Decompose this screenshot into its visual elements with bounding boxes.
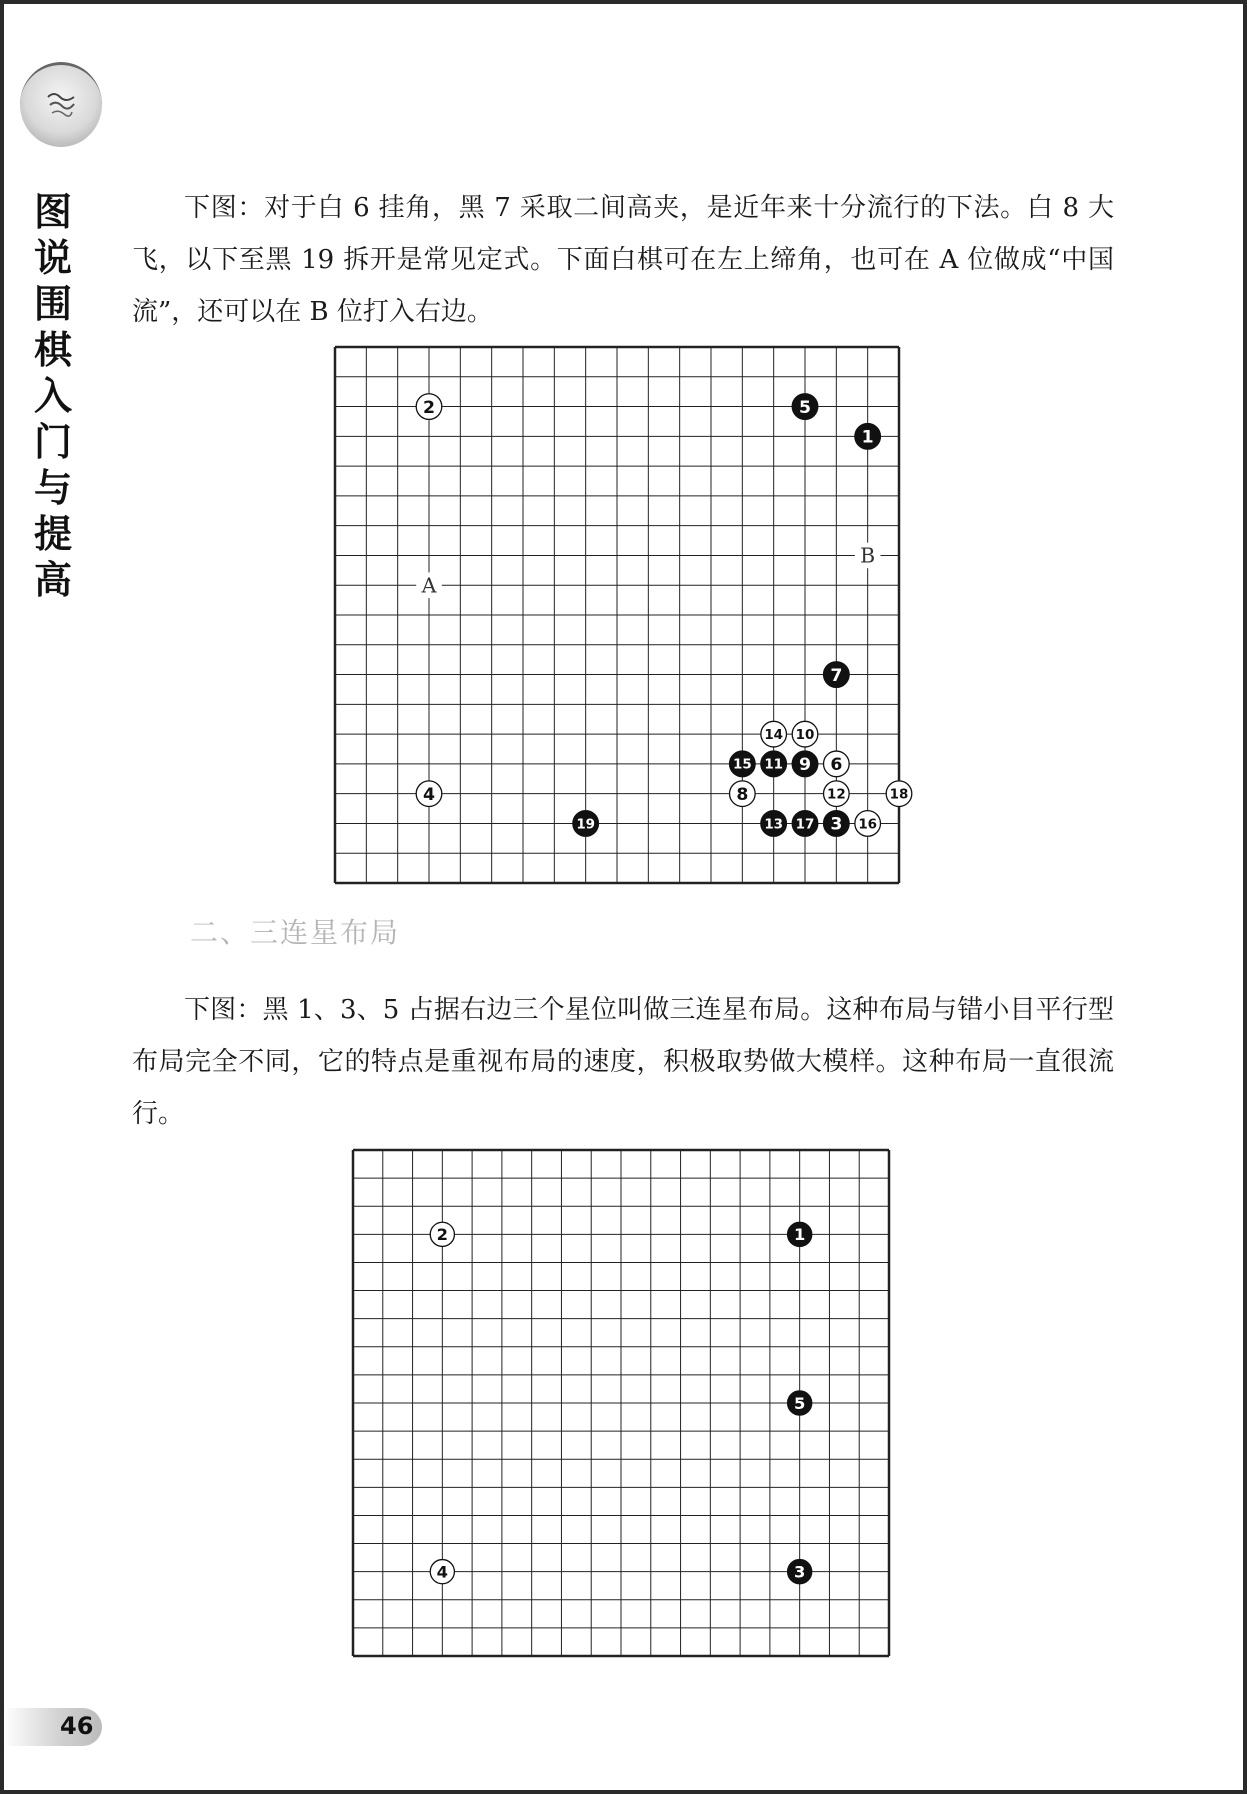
- go-club-emblem-icon: [20, 62, 102, 147]
- diagram-1-stone-label-16: 16: [858, 817, 878, 833]
- go-board-1: [335, 347, 909, 883]
- diagram-1-stone-label-7: 7: [830, 665, 843, 686]
- emblem-calligraphy-icon: [44, 89, 78, 119]
- diagram-1-stone-label-3: 3: [830, 814, 843, 835]
- section-heading: 二、三连星布局: [190, 916, 401, 949]
- paragraph-2: 下图：黑 1、3、5 占据右边三个星位叫做三连星布局。这种布局与错小目平行型布局完全不同，它的特点是重视布局的速度，积极取势做大模样。这种布局一直很流行。: [132, 995, 1114, 1129]
- diagram-1-mark-B: B: [860, 543, 876, 568]
- book-title: 图说围棋入门与提高: [33, 190, 72, 602]
- diagram-1-stone-label-6: 6: [830, 755, 843, 776]
- diagram-1-stone-label-10: 10: [795, 727, 815, 743]
- go-diagram-1: [335, 347, 909, 883]
- diagram-1-stone-label-2: 2: [422, 397, 436, 418]
- diagram-1-stone-label-11: 11: [764, 757, 784, 773]
- diagram-1-stone-label-8: 8: [736, 784, 749, 805]
- diagram-2-stone-label-3: 3: [793, 1562, 806, 1582]
- diagram-1-stone-label-4: 4: [422, 784, 436, 805]
- diagram-1-stone-label-12: 12: [826, 787, 846, 803]
- diagram-1-stone-label-1: 1: [861, 427, 874, 448]
- diagram-1-mark-A: A: [421, 573, 437, 598]
- diagram-1-stone-label-13: 13: [764, 817, 784, 833]
- diagram-1-stone-label-9: 9: [798, 755, 812, 776]
- go-board-2: [353, 1150, 889, 1656]
- diagram-2-stone-label-5: 5: [793, 1393, 806, 1413]
- diagram-1-stone-label-19: 19: [576, 817, 596, 833]
- diagram-1-stone-label-5: 5: [798, 397, 812, 418]
- diagram-1-stone-label-15: 15: [732, 757, 752, 773]
- diagram-1-stone-label-17: 17: [795, 817, 815, 833]
- diagram-1-stone-label-18: 18: [889, 787, 909, 803]
- page-number: 46: [60, 1712, 94, 1740]
- book-page: [4, 4, 1243, 1790]
- diagram-2-stone-label-2: 2: [436, 1225, 449, 1245]
- go-diagram-2: [353, 1150, 889, 1656]
- diagram-2-stone-label-1: 1: [793, 1225, 806, 1245]
- diagram-1-stone-label-14: 14: [764, 727, 784, 743]
- paragraph-1: 下图：对于白 6 挂角，黑 7 采取二间高夹，是近年来十分流行的下法。白 8 大飞，以下至黑 19 拆开是常见定式。下面白棋可在左上缔角，也可在 A 位做成“中国流”，还可以在 B 位打入右边。: [132, 193, 1114, 327]
- diagram-2-stone-label-4: 4: [436, 1562, 449, 1582]
